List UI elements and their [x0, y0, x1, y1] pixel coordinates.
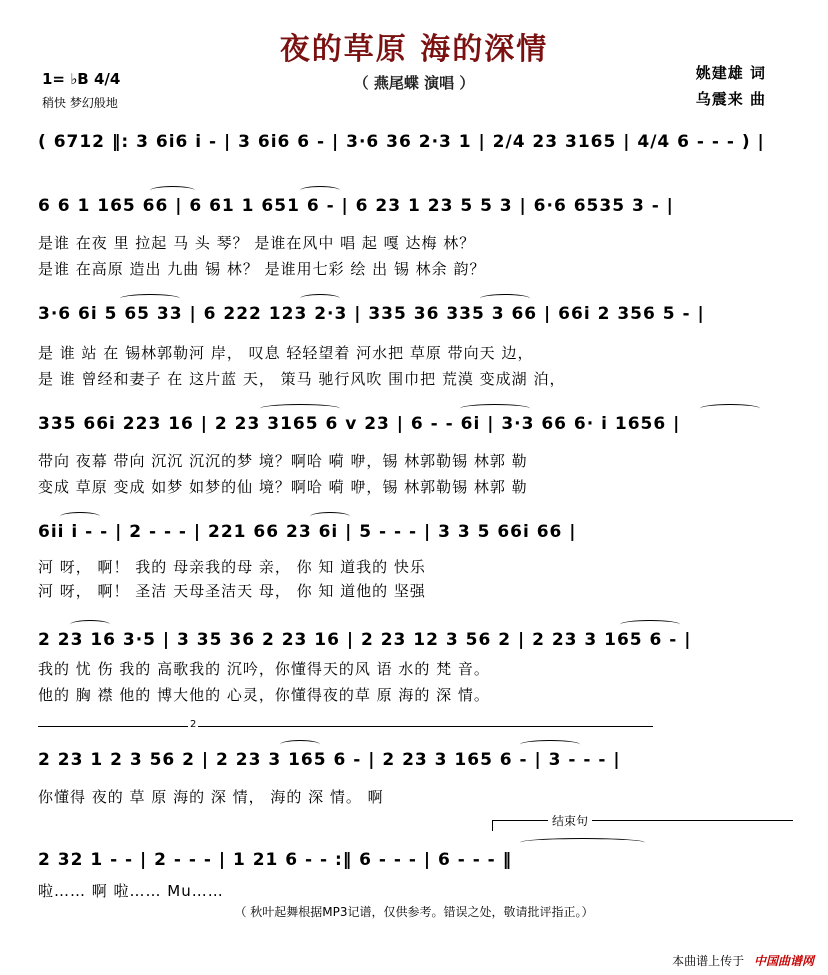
lyric-line-3b: 是 谁 曾经和妻子 在 这片蓝 天， 策马 驰行风吹 围巾把 荒漠 变成湖 泊，: [38, 370, 566, 388]
site-brand[interactable]: 中国曲谱网: [753, 954, 814, 968]
lyricist-credit: 姚建雄 词: [695, 64, 766, 82]
ending-label: 结束句: [548, 812, 592, 829]
lyric-line-2b: 是谁 在高原 造出 九曲 锡 林？ 是谁用七彩 绘 出 锡 林余 韵？: [38, 260, 486, 278]
footer-text: 本曲谱上传于: [672, 954, 745, 968]
notation-line-5: 6ii i - - | 2 - - - | 221 66 23 6i | 5 - - - | 3 3 5 66i 66 |: [38, 522, 577, 542]
notation-line-1: ( 6712 ‖: 3 6i6 i - | 3 6i6 6 - | 3·6 36 2·3 1 | 2/4 23 3165 | 4/4 6 - - - ) |: [38, 132, 765, 152]
ending-bracket: [492, 820, 793, 831]
lyric-line-7: 你懂得 夜的 草 原 海的 深 情， 海的 深 情。 啊: [38, 788, 384, 806]
lyric-line-3a: 是 谁 站 在 锡林郭勒河 岸， 叹息 轻轻望着 河水把 草原 带向天 边，: [38, 344, 534, 362]
notation-line-3: 3·6 6i 5 65 33 | 6 222 123 2·3 | 335 36 335 3 66 | 66i 2 356 5 - |: [38, 304, 705, 324]
lyric-line-8: 啦…… 啊 啦…… Mu……: [38, 882, 224, 900]
notation-line-2: 6 6 1 165 66 | 6 61 1 651 6 - | 6 23 1 23 5 5 3 | 6·6 6535 3 - |: [38, 196, 674, 216]
lyric-line-4b: 变成 草原 变成 如梦 如梦的仙 境？啊哈 嗬 咿，锡 林郭勒锡 林郭 勒: [38, 478, 528, 496]
transcription-note: （ 秋叶起舞根据MP3记谱，仅供参考。错误之处，敬请批评指正。）: [234, 905, 594, 919]
key-and-tempo: [42, 70, 120, 111]
song-title: 夜的草原 海的深情: [279, 32, 549, 67]
lyric-line-4a: 带向 夜幕 带向 沉沉 沉沉的梦 境？啊哈 嗬 咿，锡 林郭勒锡 林郭 勒: [38, 452, 528, 470]
notation-line-8: 2 32 1 - - | 2 - - - | 1 21 6 - - :‖ 6 - - - | 6 - - - ‖: [38, 850, 513, 870]
lyric-line-6b: 他的 胸 襟 他的 博大他的 心灵，你懂得夜的草 原 海的 深 情。: [38, 686, 490, 704]
tempo-marking: 稍快 梦幻般地: [42, 96, 118, 110]
notation-line-4: 335 66i 223 16 | 2 23 3165 6 v 23 | 6 - - 6i | 3·3 66 6· i 1656 |: [38, 414, 681, 434]
notation-line-7: 2 23 1 2 3 56 2 | 2 23 3 165 6 - | 2 23 3 165 6 - | 3 - - - |: [38, 750, 621, 770]
composer-credit: 乌震来 曲: [695, 90, 766, 108]
key-signature: 1= ♭B 4/4: [42, 70, 121, 88]
volta-bracket: [38, 726, 653, 727]
notation-line-6: 2 23 16 3·5 | 3 35 36 2 23 16 | 2 23 12 3 56 2 | 2 23 3 165 6 - |: [38, 630, 692, 650]
lyric-line-5b: 河 呀， 啊！ 圣洁 天母圣洁天 母， 你 知 道他的 坚强: [38, 582, 426, 600]
volta-label: 2: [190, 719, 197, 730]
song-subtitle: （ 燕尾蝶 演唱 ）: [353, 74, 475, 92]
footer: [672, 952, 814, 969]
lyric-line-5a: 河 呀， 啊！ 我的 母亲我的母 亲， 你 知 道我的 快乐: [38, 558, 426, 576]
lyric-line-2a: 是谁 在夜 里 拉起 马 头 琴？ 是谁在风中 唱 起 嘎 达梅 林？: [38, 234, 476, 252]
lyric-line-6a: 我的 忧 伤 我的 高歌我的 沉吟，你懂得天的风 语 水的 梵 音。: [38, 660, 490, 678]
